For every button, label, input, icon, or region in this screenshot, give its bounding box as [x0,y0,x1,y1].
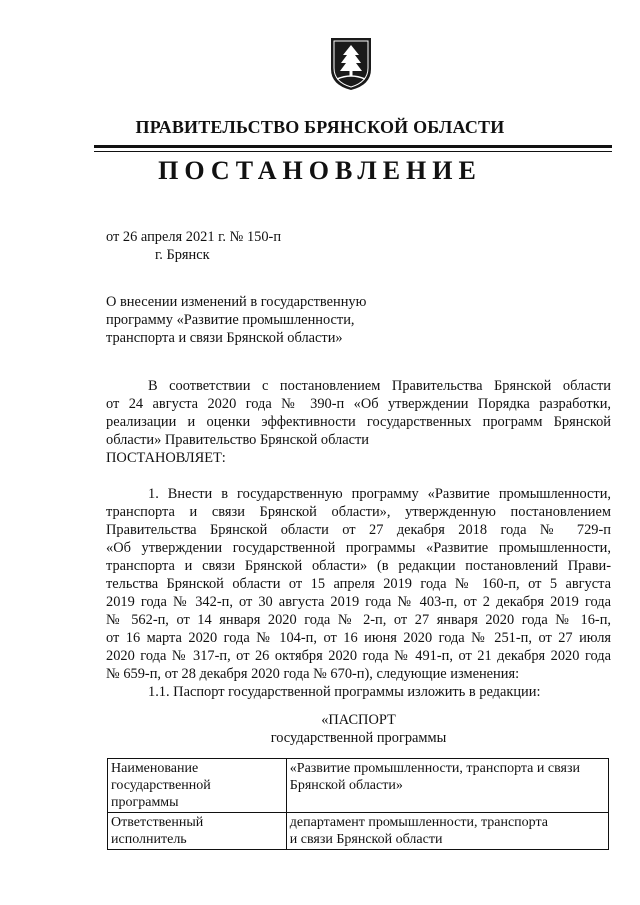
cell-text: Наименование [111,761,199,776]
table-cell-label [108,813,287,850]
table-cell-label [108,759,287,813]
document-city: г. Брянск [155,247,210,263]
cell-text: исполнитель [111,832,187,847]
cell-text: департамент промышленности, транспорта [289,815,548,830]
document-type: ПОСТАНОВЛЕНИЕ [158,156,482,185]
preamble-line: В соответствии с постановлением Правительства Брянской области [148,378,611,394]
passport-subheading: государственной программы [270,730,447,746]
cell-text: государственной [111,778,211,793]
item1-line: 1. Внести в государственную программу «Развитие промышленности, [148,486,611,502]
item1-line: транспорта и связи Брянской области», утвержденную постановлением [106,504,611,520]
header-divider-thick [94,145,612,148]
cell-text: и связи Брянской области [289,832,443,847]
table-cell-value [286,759,608,813]
coat-of-arms-icon [328,35,374,91]
item1-line: 2020 года № 317-п, от 26 октября 2020 года № 491-п, от 21 декабря 2020 года [106,648,611,664]
document-date-number: от 26 апреля 2021 г. № 150-п [106,229,282,245]
preamble-line: реализации и оценки эффективности государственных программ Брянской [106,414,611,430]
item1-line: № 562-п, от 14 января 2020 года № 2-п, от 27 января 2020 года № 16-п, [106,612,611,628]
table-cell-value [286,813,608,850]
preamble-line: области» Правительство Брянской области [106,432,369,448]
item1-line: 2019 года № 342-п, от 30 августа 2019 года № 403-п, от 2 декабря 2019 года [106,594,611,610]
title-line: транспорта и связи Брянской области» [106,330,343,346]
passport-table [107,758,609,850]
header-divider-thin [94,151,612,152]
item1-line: от 16 марта 2020 года № 104-п, от 16 июня 2020 года № 251-п, от 27 июля [106,630,611,646]
item1-line: «Об утверждении государственной программы «Развитие промышленности, [106,540,611,556]
passport-heading: «ПАСПОРТ [321,712,396,728]
item1-line: транспорта и связи Брянской области» (в редакции постановлений Прави- [106,558,611,574]
preamble-line: от 24 августа 2020 года № 390-п «Об утверждении Порядка разработки, [106,396,611,412]
item1-line: Правительства Брянской области от 27 декабря 2018 года № 729-п [106,522,611,538]
item1-line: тельства Брянской области от 15 апреля 2019 года № 160-п, от 5 августа [106,576,611,592]
cell-text: Брянской области» [289,778,403,793]
table-row [108,759,609,813]
organization-name: ПРАВИТЕЛЬСТВО БРЯНСКОЙ ОБЛАСТИ [135,117,505,137]
decree-word: ПОСТАНОВЛЯЕТ: [106,450,226,466]
table-row [108,813,609,850]
title-line: программу «Развитие промышленности, [106,312,355,328]
cell-text: Ответственный [111,815,204,830]
cell-text: «Развитие промышленности, транспорта и связи [289,761,580,776]
item1-line: № 659-п, от 28 декабря 2020 года № 670-п), следующие изменения: [106,666,520,682]
cell-text: программы [111,795,179,810]
title-line: О внесении изменений в государственную [106,294,367,310]
item-1-1: 1.1. Паспорт государственной программы изложить в редакции: [148,684,541,700]
